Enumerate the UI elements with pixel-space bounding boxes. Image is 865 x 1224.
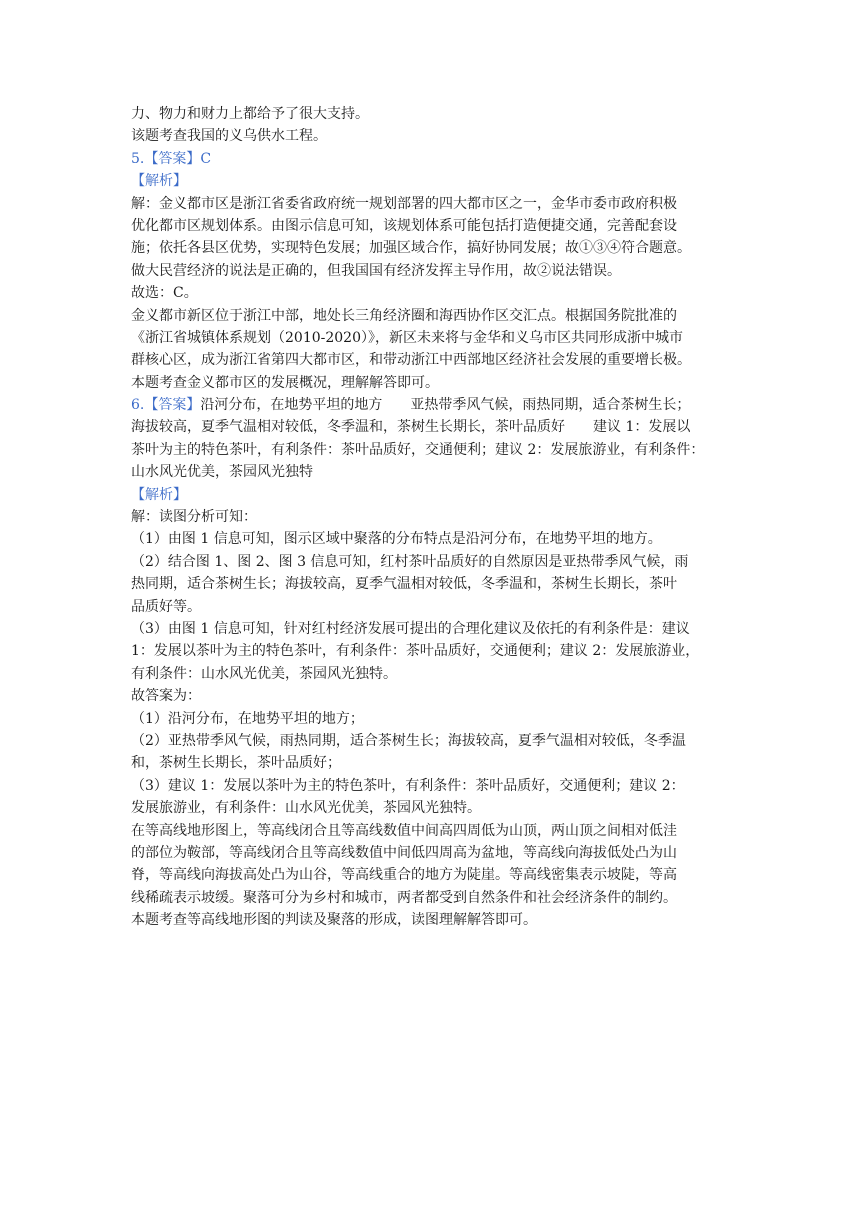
text-line (131, 685, 741, 707)
line-text: 和，茶树生长期长，茶叶品质好； (131, 755, 341, 772)
text-line (131, 640, 741, 662)
text-line (131, 663, 741, 685)
document-body (131, 103, 741, 931)
text-line (131, 618, 741, 640)
answer-label: 6.【答案】 (131, 397, 201, 414)
text-line (131, 551, 741, 573)
line-text: 脊，等高线向海拔高处凸为山谷，等高线重合的地方为陡崖。等高线密集表示坡陡，等高 (131, 867, 677, 884)
text-line (131, 282, 741, 304)
text-line (131, 170, 741, 192)
text-line (131, 305, 741, 327)
line-text: （2）结合图 1、图 2、图 3 信息可知，红村茶叶品质好的自然原因是亚热带季风气候，雨 (131, 553, 689, 570)
text-line (131, 797, 741, 819)
line-text: 山水风光优美，茶园风光独特 (131, 464, 313, 481)
text-line (131, 193, 741, 215)
text-line (131, 820, 741, 842)
line-text: 故选：C。 (131, 285, 198, 302)
text-line (131, 909, 741, 931)
line-text: （1）沿河分布，在地势平坦的地方； (131, 710, 364, 727)
line-text: 群核心区，成为浙江省第四大都市区，和带动浙江中西部地区经济社会发展的重要增长极。 (131, 352, 691, 369)
line-text: 发展旅游业，有利条件：山水风光优美，茶园风光独特。 (131, 800, 481, 817)
text-line (131, 349, 741, 371)
line-text: 沿河分布，在地势平坦的地方 亚热带季风气候，雨热同期，适合茶树生长； (200, 397, 691, 414)
text-line (131, 752, 741, 774)
text-line (131, 842, 741, 864)
line-text: 做大民营经济的说法是正确的，但我国国有经济发挥主导作用，故②说法错误。 (131, 262, 621, 279)
text-line (131, 573, 741, 595)
line-text: 该题考查我国的义乌供水工程。 (131, 128, 327, 145)
line-text: 力、物力和财力上都给予了很大支持。 (131, 106, 369, 122)
text-line (131, 461, 741, 483)
text-line (131, 237, 741, 259)
line-text: 【解析】 (131, 173, 187, 190)
text-line (131, 125, 741, 147)
line-text: （1）由图 1 信息可知，图示区域中聚落的分布特点是沿河分布，在地势平坦的地方。 (131, 531, 662, 548)
line-text: 1：发展以茶叶为主的特色茶叶，有利条件：茶叶品质好，交通便利；建议 2：发展旅游业， (131, 643, 700, 660)
line-text: 品质好等。 (131, 598, 201, 615)
text-line (131, 596, 741, 618)
line-text: 本题考查金义都市区的发展概况，理解解答即可。 (131, 374, 439, 391)
text-line (131, 439, 741, 461)
line-text: 热同期，适合茶树生长；海拔较高，夏季气温相对较低，冬季温和，茶树生长期长，茶叶 (131, 576, 677, 593)
line-text: 在等高线地形图上，等高线闭合且等高线数值中间高四周低为山顶，两山顶之间相对低洼 (131, 822, 677, 839)
text-line (131, 103, 741, 125)
line-text: 5.【答案】C (131, 150, 212, 167)
line-text: 施；依托各县区优势，实现特色发展；加强区域合作，搞好协同发展；故①③④符合题意。 (131, 240, 691, 257)
text-line (131, 775, 741, 797)
line-text: （3）由图 1 信息可知，针对红村经济发展可提出的合理化建议及依托的有利条件是：建议 (131, 620, 690, 637)
text-line (131, 730, 741, 752)
text-line (131, 484, 741, 506)
line-text: 海拔较高，夏季气温相对较低，冬季温和，茶树生长期长，茶叶品质好 建议 1：发展以 (131, 419, 691, 436)
text-line (131, 148, 741, 170)
text-line (131, 887, 741, 909)
text-line (131, 327, 741, 349)
text-line (131, 708, 741, 730)
line-text: 的部位为鞍部，等高线闭合且等高线数值中间低四周高为盆地，等高线向海拔低处凸为山 (131, 844, 677, 861)
line-text: 茶叶为主的特色茶叶，有利条件：茶叶品质好，交通便利；建议 2：发展旅游业，有利条件： (131, 441, 705, 458)
text-line (131, 394, 741, 416)
line-text: （2）亚热带季风气候，雨热同期，适合茶树生长；海拔较高，夏季气温相对较低，冬季温 (131, 732, 686, 749)
text-line (131, 528, 741, 550)
text-line (131, 372, 741, 394)
text-line (131, 260, 741, 282)
line-text: 《浙江省城镇体系规划（2010-2020）》，新区未来将与金华和义乌市区共同形成浙中城市 (131, 329, 683, 346)
text-line (131, 215, 741, 237)
line-text: 解：金义都市区是浙江省委省政府统一规划部署的四大都市区之一，金华市委市政府积极 (131, 195, 677, 212)
line-text: 解：读图分析可知： (131, 509, 257, 526)
line-text: 【解析】 (131, 486, 187, 503)
line-text: 线稀疏表示坡缓。聚落可分为乡村和城市，两者都受到自然条件和社会经济条件的制约。 (131, 889, 677, 906)
line-text: 故答案为： (131, 688, 201, 705)
line-text: （3）建议 1：发展以茶叶为主的特色茶叶，有利条件：茶叶品质好，交通便利；建议 2： (131, 777, 685, 794)
line-text: 优化都市区规划体系。由图示信息可知，该规划体系可能包括打造便捷交通，完善配套设 (131, 217, 677, 234)
line-text: 本题考查等高线地形图的判读及聚落的形成，读图理解解答即可。 (131, 912, 537, 929)
line-text: 有利条件：山水风光优美，茶园风光独特。 (131, 665, 397, 682)
text-line (131, 506, 741, 528)
line-text: 金义都市新区位于浙江中部，地处长三角经济圈和海西协作区交汇点。根据国务院批准的 (131, 307, 677, 324)
text-line (131, 416, 741, 438)
text-line (131, 864, 741, 886)
